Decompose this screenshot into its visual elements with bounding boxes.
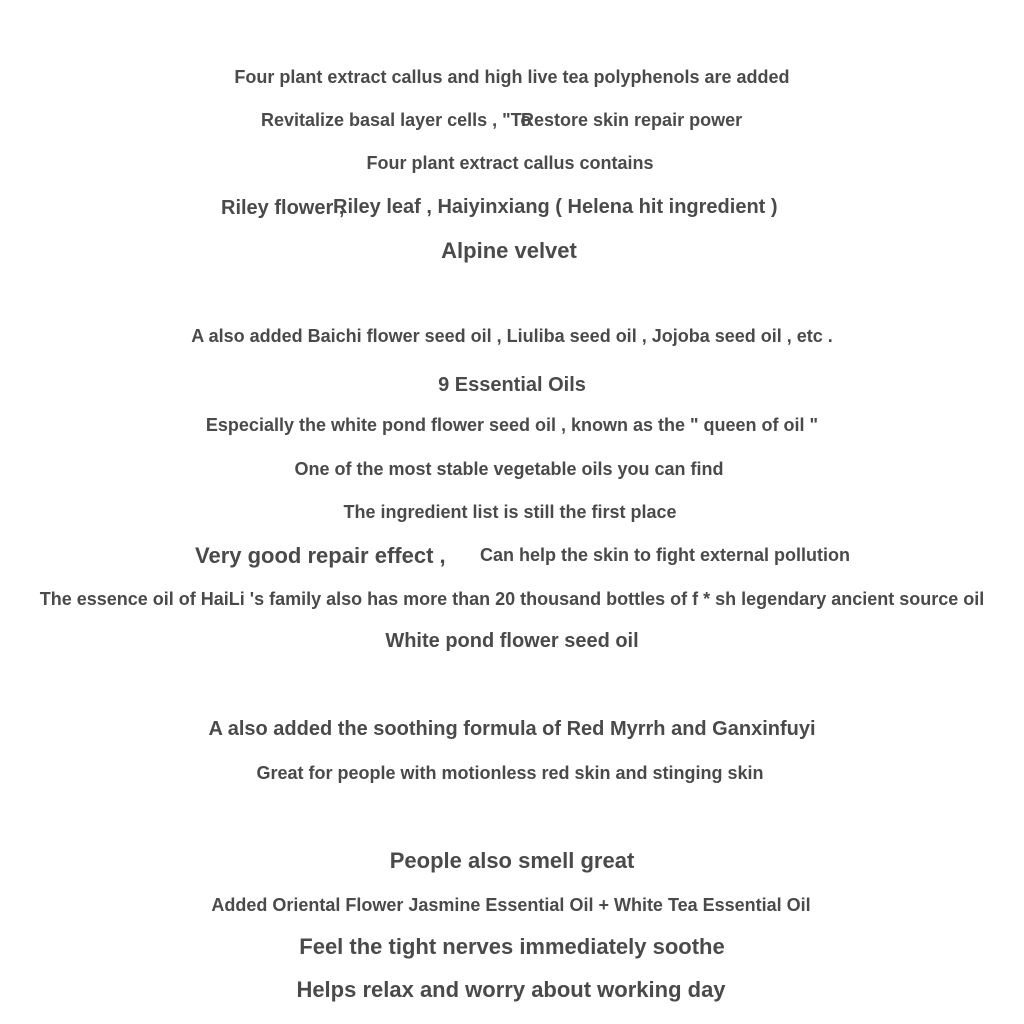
text-line-12: The essence oil of HaiLi 's family also has more than 20 thousand bottles of f * sh legendary ancient source oil: [39, 589, 985, 609]
text-line-1: Four plant extract callus and high live tea polyphenols are added: [234, 67, 790, 87]
text-line-14: A also added the soothing formula of Red Myrrh and Ganxinfuyi: [208, 718, 816, 740]
text-line-11-part-a: Very good repair effect ,: [195, 543, 446, 568]
text-line-4-part-b: Riley leaf , Haiyinxiang ( Helena hit ingredient ): [333, 196, 778, 218]
text-line-9: One of the most stable vegetable oils you can find: [294, 459, 724, 479]
text-line-2-part-a: Revitalize basal layer cells , "To: [261, 110, 532, 130]
text-line-19: Helps relax and worry about working day: [296, 977, 726, 1002]
text-line-5: Alpine velvet: [441, 238, 577, 263]
text-line-10: The ingredient list is still the first place: [343, 502, 677, 522]
text-line-2-part-b: Restore skin repair power: [521, 110, 743, 130]
text-line-17: Added Oriental Flower Jasmine Essential Oil + White Tea Essential Oil: [211, 895, 811, 915]
text-line-8: Especially the white pond flower seed oil , known as the " queen of oil ": [205, 415, 819, 435]
text-line-15: Great for people with motionless red skin and stinging skin: [256, 763, 764, 783]
text-line-7: 9 Essential Oils: [438, 374, 586, 396]
text-line-13: White pond flower seed oil: [385, 630, 639, 652]
text-line-16: People also smell great: [389, 848, 635, 873]
text-line-6: A also added Baichi flower seed oil , Liuliba seed oil , Jojoba seed oil , etc .: [191, 326, 833, 346]
text-line-11-part-b: Can help the skin to fight external pollution: [480, 545, 851, 565]
text-line-18: Feel the tight nerves immediately soothe: [299, 934, 725, 959]
text-line-4-part-a: Riley flower ,: [221, 197, 345, 219]
text-line-3: Four plant extract callus contains: [366, 153, 654, 173]
